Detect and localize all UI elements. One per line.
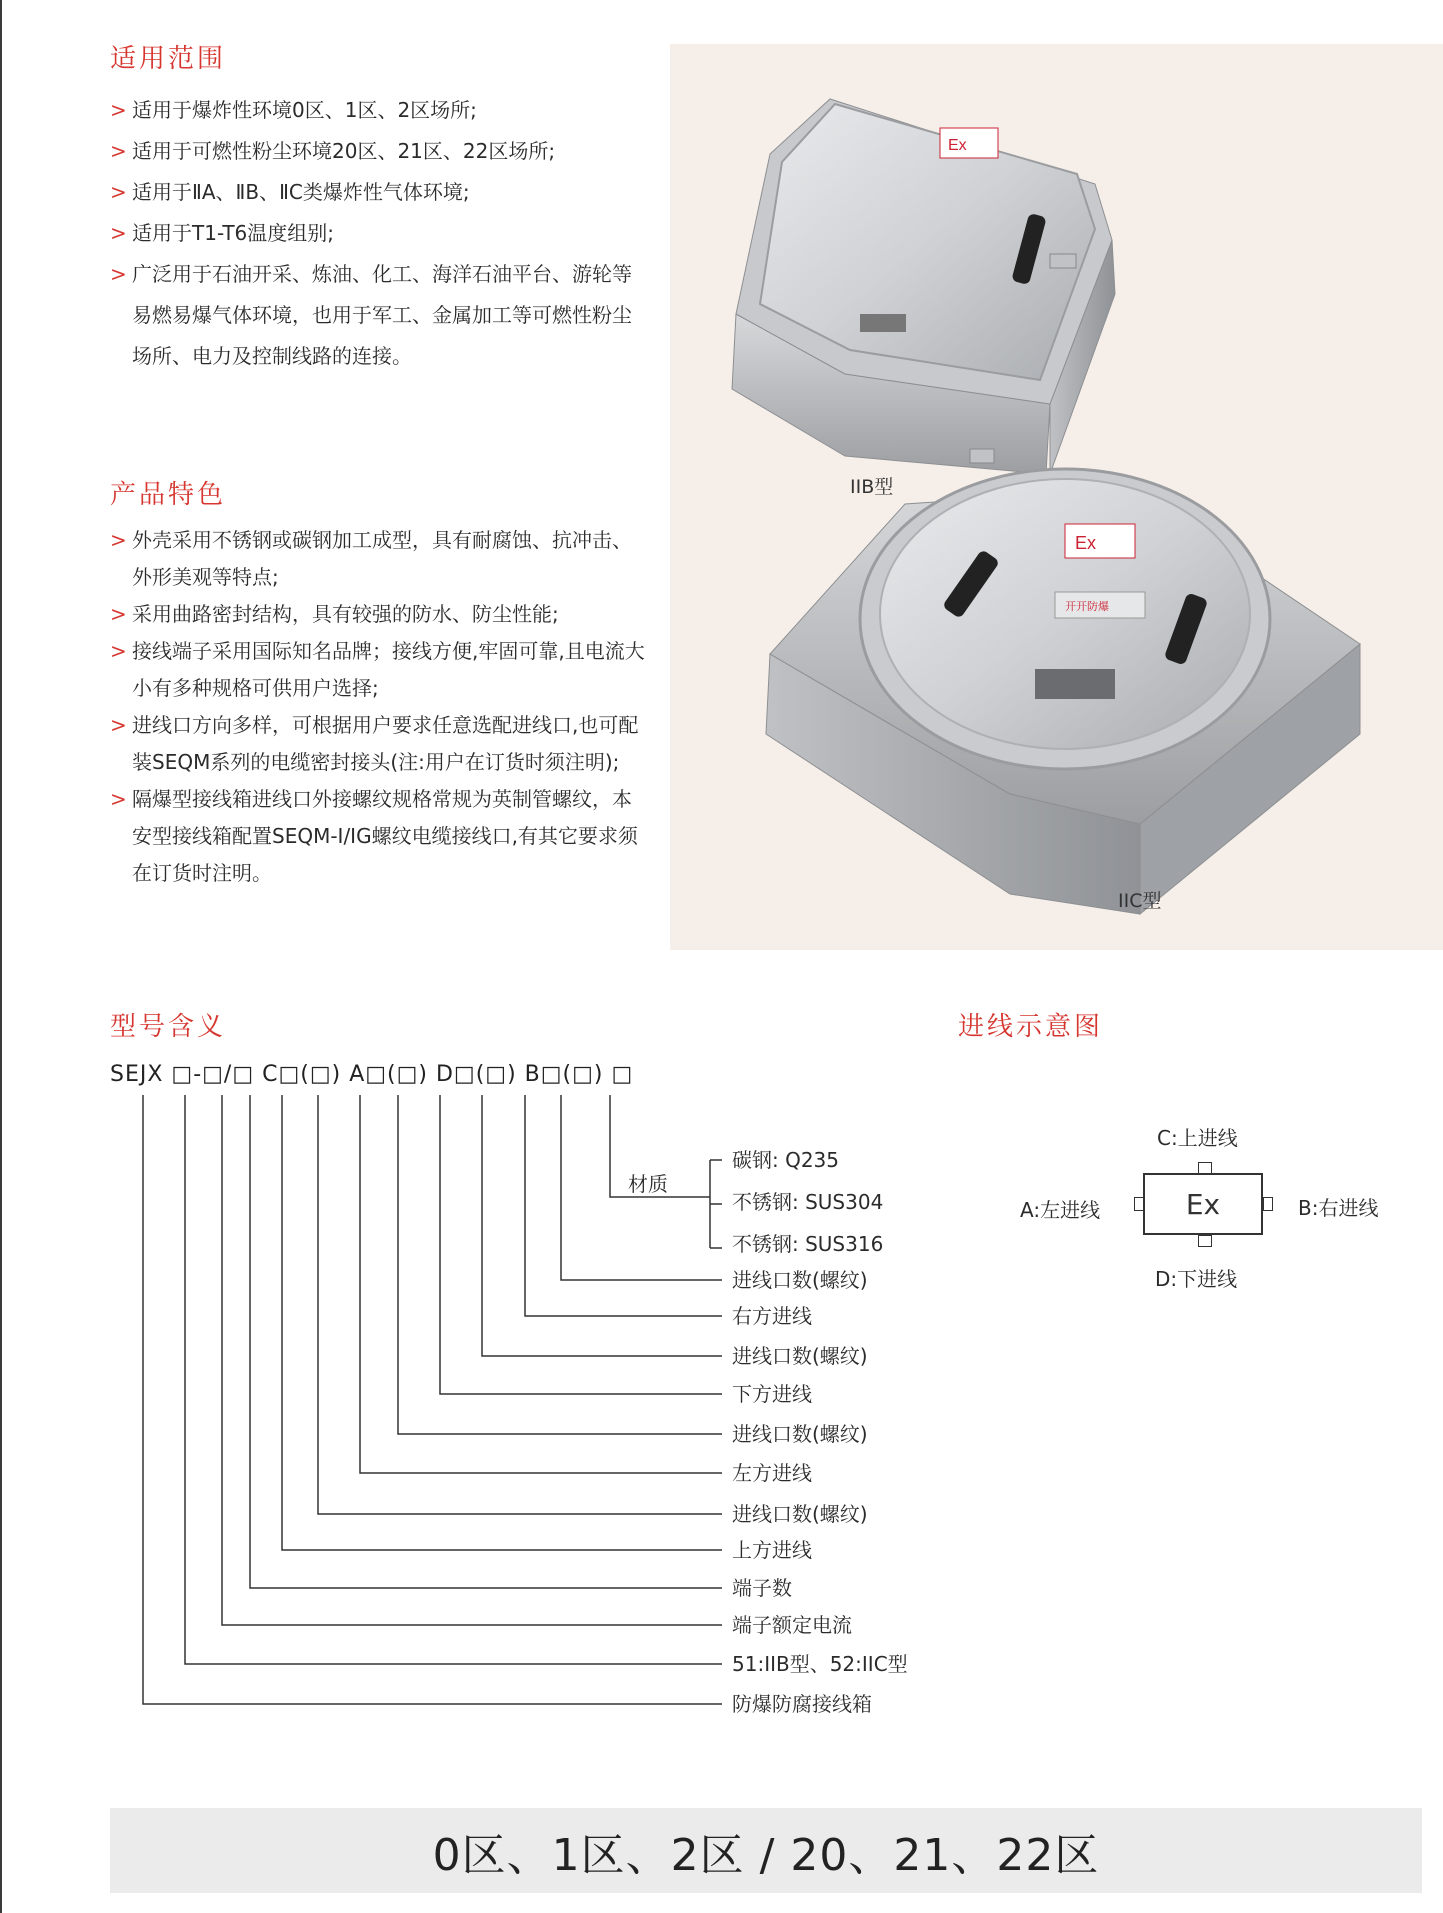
port-top-icon: [1198, 1162, 1212, 1174]
wiring-right-label: B:右进线: [1298, 1196, 1379, 1220]
scope-item: > 适用于T1-T6温度组别;: [110, 213, 650, 254]
tree-label: 防爆防腐接线箱: [732, 1692, 872, 1716]
material-option: 不锈钢: SUS316: [732, 1232, 884, 1256]
model-code: SEJX □-□/□ C□(□) A□(□) D□(□) B□(□) □: [110, 1062, 634, 1087]
wiring-title: 进线示意图: [958, 1012, 1104, 1042]
arrow-icon: >: [110, 139, 127, 163]
material-option: 碳钢: Q235: [732, 1148, 840, 1172]
iic-caption: IIC型: [1118, 890, 1162, 912]
arrow-icon: >: [110, 262, 127, 286]
tree-label: 进线口数(螺纹): [732, 1344, 868, 1368]
tree-label: 进线口数(螺纹): [732, 1268, 868, 1292]
scope-item: > 适用于ⅡA、ⅡB、ⅡC类爆炸性气体环境;: [110, 172, 650, 213]
svg-text:Ex: Ex: [1075, 533, 1097, 553]
tree-label: 端子额定电流: [732, 1613, 852, 1637]
tree-label: 进线口数(螺纹): [732, 1502, 868, 1526]
wiring-left-label: A:左进线: [1020, 1198, 1101, 1222]
port-bottom-icon: [1198, 1235, 1212, 1247]
arrow-icon: >: [110, 602, 127, 626]
wiring-top-label: C:上进线: [1157, 1126, 1238, 1150]
scope-item: > 广泛用于石油开采、炼油、化工、海洋石油平台、游轮等易燃易爆气体环境，也用于军工、金属加工等可燃性粉尘场所、电力及控制线路的连接。: [110, 254, 650, 377]
model-title: 型号含义: [110, 1012, 227, 1042]
tree-label: 上方进线: [732, 1538, 812, 1562]
arrow-icon: >: [110, 639, 127, 663]
material-label: 材质: [628, 1172, 668, 1196]
tree-label: 左方进线: [732, 1461, 812, 1485]
tree-label: 右方进线: [732, 1304, 812, 1328]
iib-caption: IIB型: [850, 476, 894, 498]
wiring-bottom-label: D:下进线: [1155, 1267, 1238, 1291]
tree-label: 端子数: [732, 1576, 792, 1600]
scope-item: > 适用于可燃性粉尘环境20区、21区、22区场所;: [110, 131, 650, 172]
scope-title: 适用范围: [110, 44, 227, 74]
features-title: 产品特色: [110, 480, 227, 510]
arrow-icon: >: [110, 713, 127, 737]
arrow-icon: >: [110, 787, 127, 811]
zone-bar: [110, 1808, 1422, 1893]
tree-label: 下方进线: [732, 1382, 812, 1406]
port-left-icon: [1134, 1197, 1144, 1211]
arrow-icon: >: [110, 98, 127, 122]
arrow-icon: >: [110, 180, 127, 204]
tree-label: 进线口数(螺纹): [732, 1422, 868, 1446]
tree-label: 51:IIB型、52:IIC型: [732, 1652, 908, 1676]
arrow-icon: >: [110, 221, 127, 245]
zone-text: 0区、1区、2区 / 20、21、22区: [432, 1829, 1100, 1881]
feature-item: > 进线口方向多样，可根据用户要求任意选配进线口,也可配装SEQM系列的电缆密封接头(注:用户在订货时须注明);: [110, 707, 650, 781]
svg-text:开开防爆: 开开防爆: [1065, 600, 1109, 613]
wiring-ex-box: Ex: [1143, 1173, 1263, 1235]
arrow-icon: >: [110, 528, 127, 552]
material-option: 不锈钢: SUS304: [732, 1190, 884, 1214]
feature-item: > 接线端子采用国际知名品牌；接线方便,牢固可靠,且电流大小有多种规格可供用户选择;: [110, 633, 650, 707]
feature-item: > 外壳采用不锈钢或碳钢加工成型，具有耐腐蚀、抗冲击、外形美观等特点;: [110, 522, 650, 596]
svg-text:Ex: Ex: [948, 137, 967, 154]
feature-item: > 采用曲路密封结构，具有较强的防水、防尘性能;: [110, 596, 650, 633]
feature-item: > 隔爆型接线箱进线口外接螺纹规格常规为英制管螺纹，本安型接线箱配置SEQM-I/IG螺纹电缆接线口,有其它要求须在订货时注明。: [110, 781, 650, 892]
port-right-icon: [1263, 1197, 1273, 1211]
scope-item: > 适用于爆炸性环境0区、1区、2区场所;: [110, 90, 650, 131]
